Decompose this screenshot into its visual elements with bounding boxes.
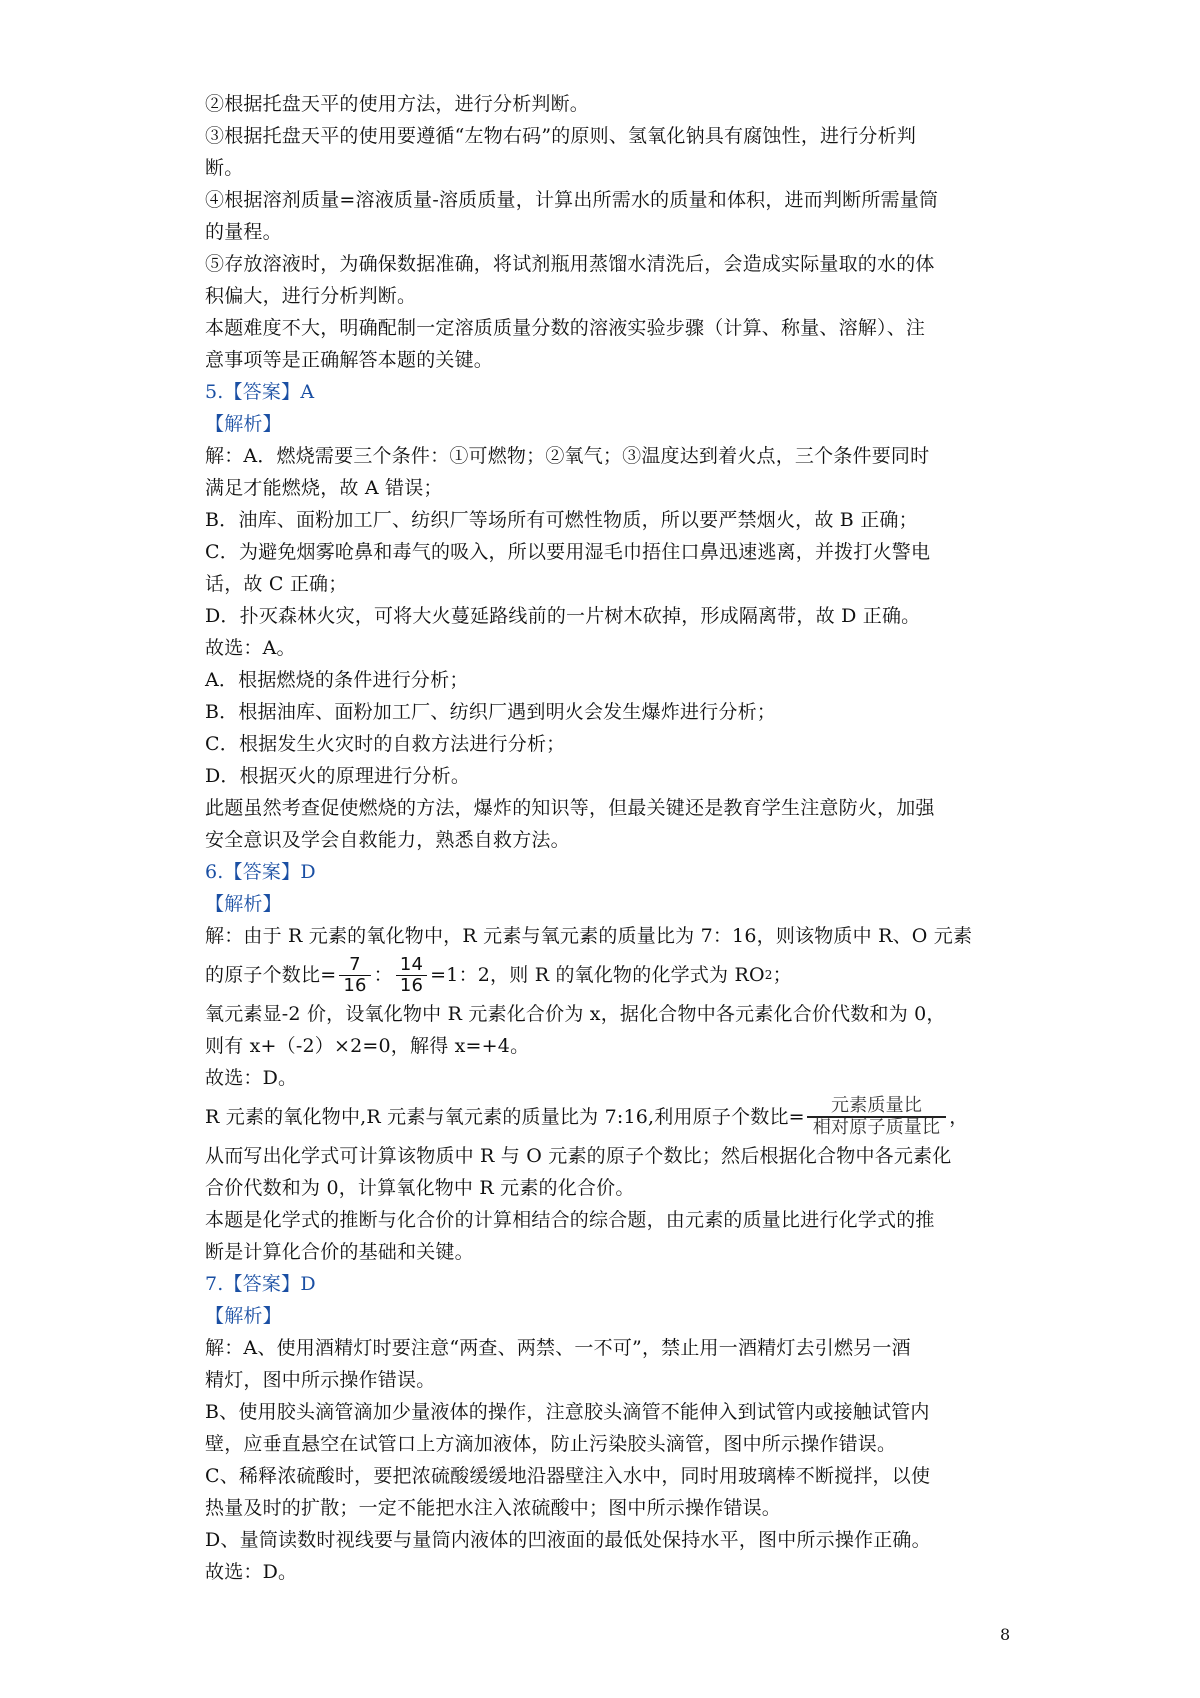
text-line: C．根据发生火灾时的自救方法进行分析； <box>205 733 566 755</box>
text-line: 安全意识及学会自救能力，熟悉自救方法。 <box>205 829 570 851</box>
text-line: A．根据燃烧的条件进行分析； <box>205 669 469 691</box>
q5-analysis-heading: 【解析】 <box>205 413 282 435</box>
text-line: 则有 x+（-2）×2=0，解得 x=+4。 <box>205 1035 530 1057</box>
fraction-denominator: 16 <box>343 974 367 996</box>
text-line: 断。 <box>205 157 244 179</box>
fraction-numerator: 7 <box>349 953 361 975</box>
q6-answer-heading: 6.【答案】D <box>205 861 316 883</box>
text-line: ⑤存放溶液时，为确保数据准确，将试剂瓶用蒸馏水清洗后，会造成实际量取的水的体 <box>205 253 935 275</box>
text-line: B、使用胶头滴管滴加少量液体的操作，注意胶头滴管不能伸入到试管内或接触试管内 <box>205 1401 930 1423</box>
text-line: 故选：A。 <box>205 637 296 659</box>
q6-analysis-heading: 【解析】 <box>205 893 282 915</box>
text-line: D．根据灭火的原理进行分析。 <box>205 765 471 787</box>
text-line: 满足才能燃烧，故 A 错误； <box>205 477 443 499</box>
text-line: 故选：D。 <box>205 1067 298 1089</box>
ratio-end: ； <box>772 964 792 986</box>
text-line: 氧元素显-2 价，设氧化物中 R 元素化合价为 x，据化合物中各元素化合价代数和为 0， <box>205 1003 946 1025</box>
text-line: 精灯，图中所示操作错误。 <box>205 1369 436 1391</box>
text-line: 意事项等是正确解答本题的关键。 <box>205 349 494 371</box>
formula-fraction <box>807 1096 946 1138</box>
formula-prefix: R 元素的氧化物中,R 元素与氧元素的质量比为 7:16,利用原子个数比= <box>205 1106 805 1128</box>
fraction-14-16 <box>396 955 427 996</box>
fraction-denominator: 16 <box>399 974 424 996</box>
text-line: C、稀释浓硫酸时，要把浓硫酸缓缓地沿器壁注入水中，同时用玻璃棒不断搅拌，以使 <box>205 1465 931 1487</box>
text-line: 壁，应垂直悬空在试管口上方滴加液体，防止污染胶头滴管，图中所示操作错误。 <box>205 1433 897 1455</box>
text-line: 断是计算化合价的基础和关键。 <box>205 1241 474 1263</box>
text-line: 的量程。 <box>205 221 282 243</box>
text-line: 本题是化学式的推断与化合价的计算相结合的综合题，由元素的质量比进行化学式的推 <box>205 1209 935 1231</box>
ratio-prefix: 的原子个数比= <box>205 964 337 986</box>
text-line: 积偏大，进行分析判断。 <box>205 285 417 307</box>
text-line: D、量筒读数时视线要与量筒内液体的凹液面的最低处保持水平，图中所示操作正确。 <box>205 1529 931 1551</box>
text-line: 话，故 C 正确； <box>205 573 348 595</box>
page-content <box>205 88 1005 1588</box>
text-line: B．油库、面粉加工厂、纺织厂等场所有可燃性物质，所以要严禁烟火，故 B 正确； <box>205 509 918 531</box>
ratio-suffix: =1：2，则 R 的氧化物的化学式为 RO <box>430 964 765 986</box>
formula-ratio-line <box>205 1094 1005 1140</box>
text-line: B．根据油库、面粉加工厂、纺织厂遇到明火会发生爆炸进行分析； <box>205 701 776 723</box>
subscript: 2 <box>764 968 773 982</box>
fraction-numerator: 14 <box>399 953 424 975</box>
text-line: 此题虽然考查促使燃烧的方法，爆炸的知识等，但最关键还是教育学生注意防火，加强 <box>205 797 935 819</box>
text-line: D．扑灭森林火灾，可将大火蔓延路线前的一片树木砍掉，形成隔离带，故 D 正确。 <box>205 605 921 627</box>
text-line: C．为避免烟雾呛鼻和毒气的吸入，所以要用湿毛巾捂住口鼻迅速逃离，并拨打火警电 <box>205 541 931 563</box>
text-line: 故选：D。 <box>205 1561 298 1583</box>
text-line: ③根据托盘天平的使用要遵循“左物右码”的原则、氢氧化钠具有腐蚀性，进行分析判 <box>205 125 917 147</box>
text-line: 从而写出化学式可计算该物质中 R 与 O 元素的原子个数比；然后根据化合物中各元素化 <box>205 1145 952 1167</box>
q7-answer-heading: 7.【答案】D <box>205 1273 316 1295</box>
text-line: ②根据托盘天平的使用方法，进行分析判断。 <box>205 93 590 115</box>
text-line: 解：A．燃烧需要三个条件：①可燃物；②氧气；③温度达到着火点，三个条件要同时 <box>205 445 930 467</box>
q7-analysis-heading: 【解析】 <box>205 1305 282 1327</box>
atom-ratio-line <box>205 952 1005 998</box>
q5-answer-heading: 5.【答案】A <box>205 381 315 403</box>
page-number: 8 <box>1000 1625 1011 1644</box>
ratio-separator: ： <box>373 964 393 986</box>
text-line: 解：由于 R 元素的氧化物中，R 元素与氧元素的质量比为 7：16，则该物质中 R、O 元素 <box>205 925 973 947</box>
fraction-numerator: 元素质量比 <box>831 1095 923 1116</box>
fraction-denominator: 相对原子质量比 <box>812 1117 941 1138</box>
text-line: 合价代数和为 0，计算氧化物中 R 元素的化合价。 <box>205 1177 635 1199</box>
fraction-7-16 <box>339 955 370 996</box>
text-line: 本题难度不大，明确配制一定溶质质量分数的溶液实验步骤（计算、称量、溶解）、注 <box>205 317 926 339</box>
text-line: 热量及时的扩散；一定不能把水注入浓硫酸中；图中所示操作错误。 <box>205 1497 782 1519</box>
text-line: ④根据溶剂质量=溶液质量-溶质质量，计算出所需水的质量和体积，进而判断所需量筒 <box>205 189 939 211</box>
text-line: 解：A、使用酒精灯时要注意“两查、两禁、一不可”，禁止用一酒精灯去引燃另一酒 <box>205 1337 911 1359</box>
formula-end: ， <box>949 1106 969 1128</box>
